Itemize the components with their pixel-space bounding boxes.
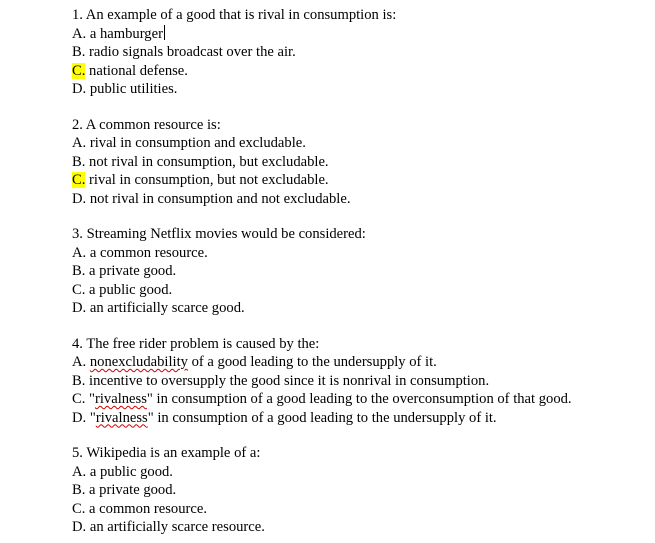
answer-option [72,262,655,281]
answer-option [72,299,655,318]
answer-option [72,500,655,519]
answer-option [72,190,655,209]
answer-option [72,463,655,482]
option-text: a private good. [89,482,177,498]
option-letter: B. [72,44,86,60]
answer-option [72,43,655,62]
answer-option [72,372,655,391]
option-letter: A. [72,135,87,151]
option-text: of a good leading to the undersupply of it. [187,354,437,370]
option-text: incentive to oversupply the good since it is nonrival in consumption. [89,372,490,389]
answer-option [72,390,655,409]
option-letter: A. [72,354,87,370]
open-quote: " [89,391,96,407]
answer-option [72,25,655,44]
option-letter: D. [72,409,87,426]
answer-option [72,134,655,153]
option-letter: C. [72,391,86,407]
question-prompt: 3. Streaming Netflix movies would be considered: [72,226,366,242]
answer-option [72,153,655,172]
option-text: rival in consumption and excludable. [89,135,306,151]
question-prompt: 4. The free rider problem is caused by the: [72,335,320,352]
option-text: a public good. [89,281,173,298]
question-prompt: 5. Wikipedia is an example of a: [72,445,261,461]
option-letter: D. [72,300,87,316]
option-text: a private good. [89,263,177,279]
option-letter: A. [72,25,87,42]
question-prompt: 2. A common resource is: [72,116,221,133]
option-letter: C. [72,281,86,298]
option-text: " in consumption of a good leading to the undersupply of it. [147,409,497,426]
option-letter-highlighted: C. [72,62,86,79]
answer-option [72,80,655,99]
answer-option [72,281,655,300]
option-letter: B. [72,153,86,170]
option-text: national defense. [89,62,188,79]
option-text: an artificially scarce resource. [89,519,265,535]
option-text: rival in consumption, but not excludable. [89,172,329,188]
option-letter: D. [72,519,87,535]
answer-option [72,244,655,263]
option-text: public utilities. [89,81,178,97]
question-3 [72,225,655,318]
option-letter: B. [72,482,86,498]
open-quote: " [89,409,96,426]
spellcheck-flagged-word[interactable]: rivalness [95,391,147,407]
question-prompt: 1. An example of a good that is rival in consumption is: [72,7,397,23]
option-letter-highlighted: C. [72,172,86,188]
option-letter: C. [72,500,86,517]
text-cursor [164,25,165,40]
option-text: radio signals broadcast over the air. [89,44,296,60]
option-text: not rival in consumption and not excludable. [89,190,351,207]
question-1 [72,6,655,99]
option-text: a public good. [89,463,173,480]
option-text: " in consumption of a good leading to the overconsumption of that good. [146,391,572,407]
option-letter: D. [72,190,87,207]
answer-option [72,409,655,428]
option-text: a common resource. [89,244,208,261]
option-text: a common resource. [89,500,207,517]
option-letter: A. [72,244,87,261]
answer-option [72,353,655,372]
option-letter: A. [72,463,87,480]
answer-option-highlighted [72,171,655,190]
answer-option [72,481,655,500]
option-text: a hamburger [89,25,163,42]
option-text: an artificially scarce good. [89,300,245,316]
question-2 [72,116,655,209]
option-letter: B. [72,263,86,279]
option-letter: D. [72,81,87,97]
option-text: not rival in consumption, but excludable. [89,153,329,170]
answer-option [72,518,655,537]
answer-option-highlighted [72,62,655,81]
question-4 [72,335,655,428]
spellcheck-flagged-word[interactable]: rivalness [95,409,148,426]
question-5 [72,444,655,537]
spellcheck-flagged-word[interactable]: nonexcludability [89,354,188,370]
option-letter: B. [72,372,86,389]
